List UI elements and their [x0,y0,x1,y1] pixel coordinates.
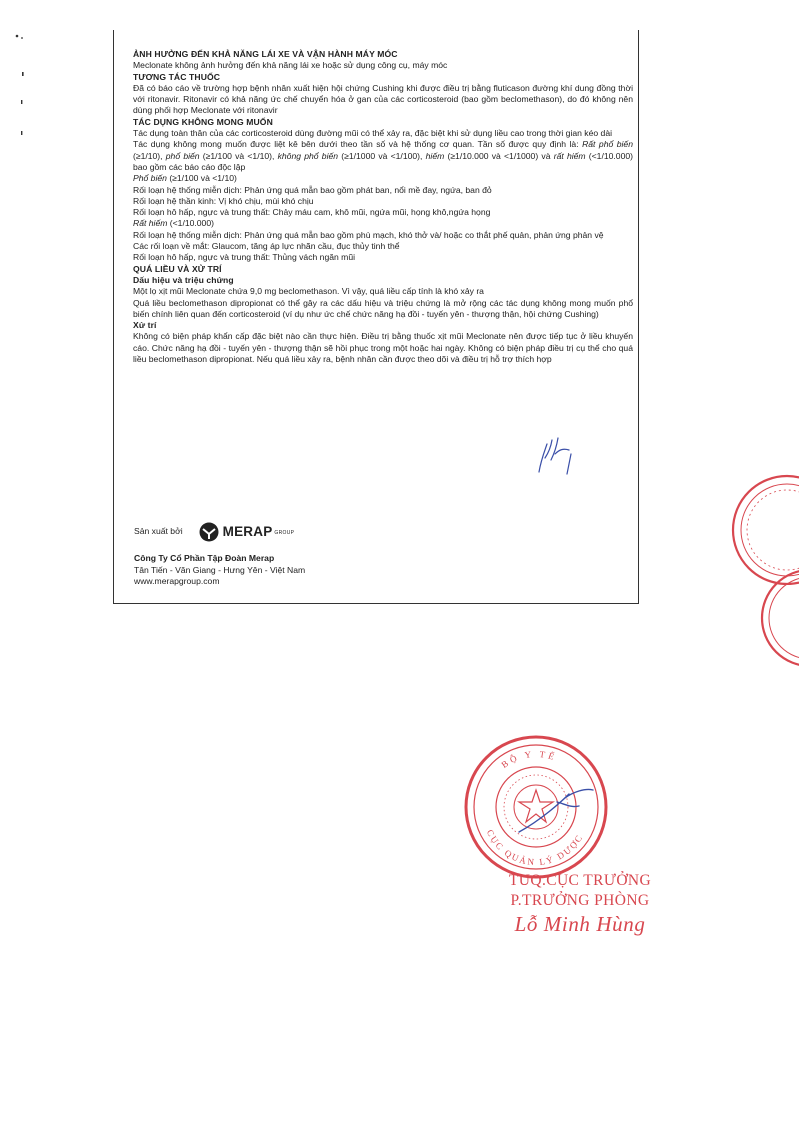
list-item: Các rối loạn về mắt: Glaucom, tăng áp lực nhãn cầu, đục thủy tinh thể [133,241,400,252]
list-item: Rối loạn hệ thống miễn dịch: Phản ứng quá mẫn bao gồm phù mạch, khó thở và/ hoặc co thắt phế quản, phản ứng phản vệ [133,229,604,240]
overdose-p1: Một lọ xịt mũi Meclonate chứa 9,0 mg beclomethason. Vì vậy, quá liều cấp tính là khó xảy ra [133,286,484,297]
manufacturer-block [134,521,394,588]
interactions-text: Đã có báo cáo về trường hợp bệnh nhân xuất hiện hội chứng Cushing khi được điều trị bằng fluticason đường khí dung đồng thời với ritonavir. Ritonavir có khả năng ức chế chuyển hóa ở gan của các corticosteroid (bao gồm beclomethason), do đó không nên dùng phối hợp Meclonate với ritonavir [133,82,633,116]
approver-name: Lỗ Minh Hùng [514,912,646,936]
list-item: Rối loạn hệ thần kinh: Vị khó chịu, mùi khó chịu [133,195,314,206]
company-website: www.merapgroup.com [134,576,220,586]
overdose-subheading-signs: Dấu hiệu và triệu chứng [133,274,234,285]
heading-overdose: QUÁ LIỀU VÀ XỬ TRÍ [133,263,222,274]
list-item: Rối loạn hệ thống miễn dịch: Phản ứng quá mẫn bao gồm phát ban, nổi mề đay, ngứa, ban đỏ [133,184,492,195]
adverse-frequency-definition: Tác dụng không mong muốn được liệt kê bên dưới theo tần số và hệ thống cơ quan. Tần số được quy định là: Rất phổ biến (≥1/10), phổ biến (≥1/100 và <1/10), không phổ biến (≥1/1000 và <1/100), hiếm (≥1/10.000 và <1/1000) và rất hiếm (<1/10.000) bao gồm các báo cáo độc lập [133,139,633,172]
overdose-p3: Không có biện pháp khẩn cấp đặc biệt nào cần thực hiện. Điều trị bằng thuốc xịt mũi Meclonate nên được tiếp tục ở liều khuyến cáo. Chức năng hạ đồi - tuyến yên - thượng thận sẽ hồi phục trong một hoặc hai ngày. Không có biện pháp điều trị cụ thể cho quá liều beclomethason dipropionat. Nếu quá liều xảy ra, bệnh nhân cần được theo dõi và điều trị hỗ trợ thích hợp [133,331,633,365]
driving-text: Meclonate không ảnh hưởng đến khả năng lái xe hoặc sử dụng công cụ, máy móc [133,60,448,71]
company-address: Tân Tiến - Văn Giang - Hưng Yên - Việt Nam [134,564,306,575]
heading-interactions: TƯƠNG TÁC THUỐC [133,71,221,82]
approval-block [480,872,680,937]
list-item: Rối loạn hô hấp, ngực và trung thất: Chảy máu cam, khô mũi, ngứa mũi, họng khô,ngứa họng [133,207,491,218]
svg-text:BỘ Y TẾ: BỘ Y TẾ [499,748,559,770]
heading-driving: ẢNH HƯỞNG ĐẾN KHẢ NĂNG LÁI XE VÀ VẬN HÀNH MÁY MÓC [133,49,398,59]
adverse-line1: Tác dụng toàn thân của các corticosteroid dùng đường mũi có thể xảy ra, đặc biệt khi sử dụng liều cao trong thời gian kéo dài [133,128,613,139]
ministry-seal-stamp [461,732,611,882]
approver-subtitle: P.TRƯỞNG PHÒNG [510,892,650,909]
partial-seal-stamp [738,568,799,668]
merap-logo: MERAP GROUP [199,522,295,542]
company-name: Công Ty Cổ Phần Tập Đoàn Merap [134,553,275,563]
handwritten-initials [525,432,585,482]
document-body [133,49,633,365]
very-rare-heading: Rất hiếm (<1/10.000) [133,218,214,229]
common-heading: Phổ biến (≥1/100 và <1/10) [133,173,237,184]
approver-title: TUQ.CỤC TRƯỞNG [508,872,652,889]
merap-logo-icon [199,522,219,542]
overdose-p2: Quá liều beclomethason dipropionat có thể gây ra các dấu hiệu và triệu chứng là mở rộng các tác dụng không mong muốn phổ biến chính liên quan đến corticosteroid (ví dụ như ức chế chức năng hạ đồi - tuyến yên - thượng thận, hội chứng Cushing) [133,297,633,319]
heading-adverse: TÁC DỤNG KHÔNG MONG MUỐN [133,116,273,127]
svg-text:CỤC QUẢN LÝ DƯỢC: CỤC QUẢN LÝ DƯỢC [484,828,586,868]
overdose-subheading-treatment: Xử trí [133,320,157,331]
margin-marks [14,30,24,140]
manufactured-by-label: Sản xuất bởi [134,526,183,537]
list-item: Rối loạn hô hấp, ngực và trung thất: Thủng vách ngăn mũi [133,252,356,263]
